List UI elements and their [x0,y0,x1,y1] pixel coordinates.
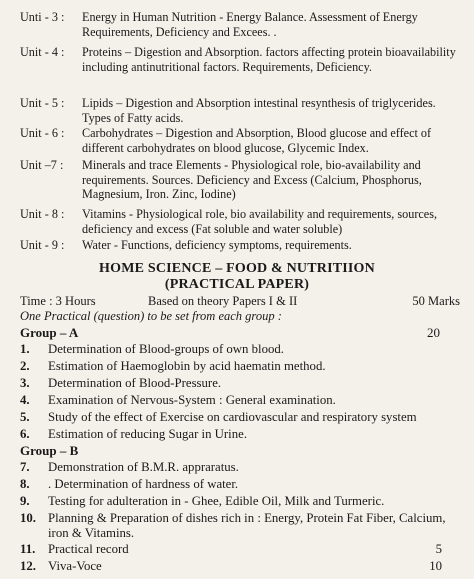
exam-marks: 50 Marks [412,294,460,308]
unit-label: Unit - 9 : [20,238,65,252]
item-text: Planning & Preparation of dishes rich in : Energy, Protein Fat Fiber, Calcium, iron & Vitamins. [48,511,446,540]
list-item [20,393,460,408]
item-text: Estimation of Haemoglobin by acid haematin method. [48,359,326,373]
exam-basis: Based on theory Papers I & II [148,294,298,308]
item-number: 11. [20,542,36,556]
unit-text: Lipids – Digestion and Absorption intestinal resynthesis of triglycerides. Types of Fatty acids. [82,96,436,125]
item-marks: 10 [429,559,442,573]
item-number: 8. [20,477,30,491]
list-item [20,559,460,574]
item-number: 3. [20,376,30,390]
item-text: Demonstration of B.M.R. appraratus. [48,460,239,474]
item-text: Determination of Blood-Pressure. [48,376,222,390]
list-item [20,427,460,442]
list-item [20,376,460,391]
list-item [20,460,460,475]
item-number: 7. [20,460,30,474]
list-item [20,410,460,425]
group-b-header [20,443,460,459]
unit-4 [20,45,460,74]
item-text: Viva-Voce [48,559,102,573]
item-number: 1. [20,342,30,356]
group-a-header [20,325,460,341]
unit-7 [20,158,460,202]
unit-text: Minerals and trace Elements - Physiological role, bio-availability and requirements. Sources. Deficiency and Excess (Calcium, Phosphorus, Magnesium, Iron. Zinc, Iodine) [82,158,422,201]
item-marks: 5 [435,542,442,556]
item-text: Examination of Nervous-System : General examination. [48,393,336,407]
unit-text: Proteins – Digestion and Absorption. factors affecting protein bioavailability including antinutritional factors. Requirements, Deficiency. [82,45,456,74]
list-item [20,477,460,492]
group-marks: 20 [427,325,440,340]
instruction-note: One Practical (question) to be set from each group : [20,309,282,323]
item-number: 4. [20,393,30,407]
exam-time: Time : 3 Hours [20,294,96,308]
unit-label: Unit - 5 : [20,96,65,110]
unit-text: Vitamins - Physiological role, bio availability and requirements, sources, deficiency and excess (Fat soluble and water soluble) [82,207,437,236]
group-title: Group – A [20,325,79,340]
unit-label: Unit - 4 : [20,45,65,59]
section-heading: HOME SCIENCE – FOOD & NUTRITIION [99,261,375,276]
item-number: 12. [20,559,36,573]
section-subheading: (PRACTICAL PAPER) [164,277,310,292]
item-number: 2. [20,359,30,373]
unit-label: Unit - 6 : [20,126,65,140]
unit-9 [20,238,460,253]
list-item [20,511,460,540]
list-item [20,342,460,357]
item-number: 10. [20,511,36,525]
group-title: Group – B [20,443,79,458]
item-number: 6. [20,427,30,441]
unit-label: Unit - 8 : [20,207,65,221]
item-text: . Determination of hardness of water. [48,477,239,491]
item-text: Determination of Blood-groups of own blood. [48,342,284,356]
unit-8 [20,207,460,236]
item-number: 9. [20,494,30,508]
unit-5 [20,96,460,125]
unit-text: Carbohydrates – Digestion and Absorption, Blood glucose and effect of different carbohydrates on blood glucose, Glycemic Index. [82,126,432,155]
unit-label: Unit –7 : [20,158,64,172]
unit-text: Water - Functions, deficiency symptoms, requirements. [82,238,352,252]
unit-text: Energy in Human Nutrition - Energy Balance. Assessment of Energy Requirements, Deficiency and Excees. . [82,10,418,39]
list-item [20,542,460,557]
unit-3 [20,10,460,39]
list-item [20,494,460,509]
item-text: Study of the effect of Exercise on cardiovascular and respiratory system [48,410,417,424]
unit-6 [20,126,460,155]
item-text: Estimation of reducing Sugar in Urine. [48,427,248,441]
item-text: Practical record [48,542,129,556]
list-item [20,359,460,374]
unit-label: Unti - 3 : [20,10,65,24]
item-number: 5. [20,410,30,424]
item-text: Testing for adulteration in - Ghee, Edible Oil, Milk and Turmeric. [48,494,385,508]
